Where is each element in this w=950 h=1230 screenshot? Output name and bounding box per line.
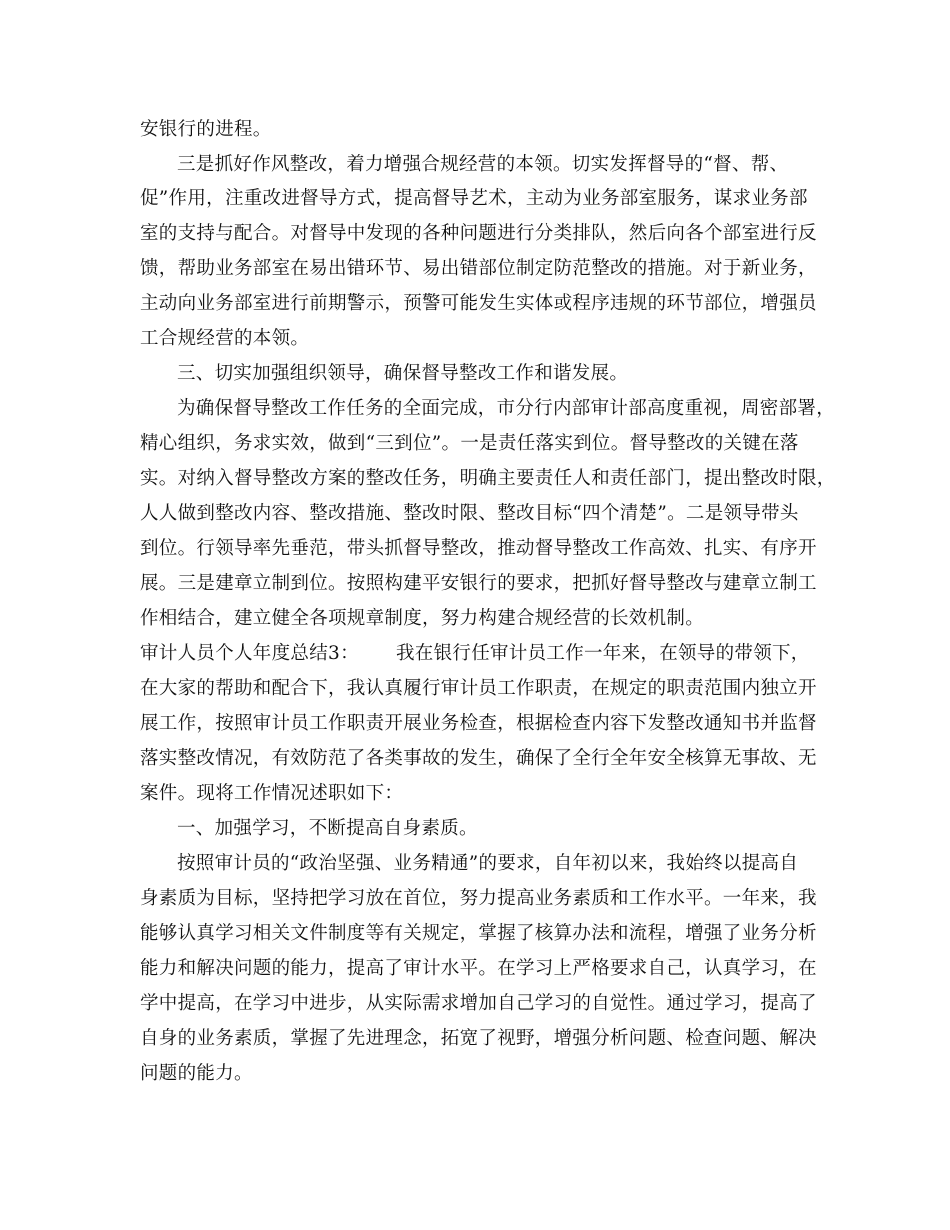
text-line: 身素质为目标，坚持把学习放在首位，努力提高业务素质和工作水平。一年来，我 xyxy=(140,888,817,909)
text-line: 落实整改情况，有效防范了各类事故的发生，确保了全行全年安全核算无事故、无 xyxy=(140,748,817,769)
text-line: 工合规经营的本领。 xyxy=(140,328,310,349)
text-line: 促”作用，注重改进督导方式，提高督导艺术，主动为业务部室服务，谋求业务部 xyxy=(140,188,808,209)
text-line: 三是抓好作风整改，着力增强合规经营的本领。切实发挥督导的“督、帮、 xyxy=(177,154,789,175)
text-line: 安银行的进程。 xyxy=(140,119,272,140)
text-line: 我在银行任审计员工作一年来，在领导的带领下， xyxy=(396,643,810,664)
text-line: 主动向业务部室进行前期警示，预警可能发生实体或程序违规的环节部位，增强员 xyxy=(140,293,817,314)
summary-label: 审计人员个人年度总结3： xyxy=(140,643,359,664)
text-line: 作相结合，建立健全各项规章制度，努力构建合规经营的长效机制。 xyxy=(140,608,705,629)
text-line: 问题的能力。 xyxy=(140,1063,253,1084)
text-line: 在大家的帮助和配合下，我认真履行审计员工作职责，在规定的职责范围内独立开 xyxy=(140,678,817,699)
text-line: 人人做到整改内容、整改措施、整改时限、整改目标“四个清楚”。二是领导带头 xyxy=(140,503,799,524)
text-line: 展。三是建章立制到位。按照构建平安银行的要求，把抓好督导整改与建章立制工 xyxy=(140,573,817,594)
text-line: 实。对纳入督导整改方案的整改任务，明确主要责任人和责任部门，提出整改时限， xyxy=(140,468,836,489)
section-heading: 三、切实加强组织领导，确保督导整改工作和谐发展。 xyxy=(177,363,629,384)
text-line: 为确保督导整改工作任务的全面完成，市分行内部审计部高度重视，周密部署， xyxy=(177,398,836,419)
text-line: 室的支持与配合。对督导中发现的各种问题进行分类排队，然后向各个部室进行反 xyxy=(140,223,817,244)
text-line: 展工作，按照审计员工作职责开展业务检查，根据检查内容下发整改通知书并监督 xyxy=(140,713,817,734)
text-line: 按照审计员的“政治坚强、业务精通”的要求，自年初以来，我始终以提高自 xyxy=(177,853,799,874)
text-line: 能够认真学习相关文件制度等有关规定，掌握了核算办法和流程，增强了业务分析 xyxy=(140,923,817,944)
text-line: 自身的业务素质，掌握了先进理念，拓宽了视野，增强分析问题、检查问题、解决 xyxy=(140,1028,817,1049)
text-line: 能力和解决问题的能力，提高了审计水平。在学习上严格要求自己，认真学习，在 xyxy=(140,958,817,979)
text-line: 案件。现将工作情况述职如下： xyxy=(140,783,404,804)
text-line: 学中提高，在学习中进步，从实际需求增加自己学习的自觉性。通过学习，提高了 xyxy=(140,993,817,1014)
text-line: 馈，帮助业务部室在易出错环节、易出错部位制定防范整改的措施。对于新业务， xyxy=(140,258,817,279)
text-line: 精心组织，务求实效，做到“三到位”。一是责任落实到位。督导整改的关键在落 xyxy=(140,433,799,454)
section-heading: 一、加强学习，不断提高自身素质。 xyxy=(177,818,478,839)
text-line: 到位。行领导率先垂范，带头抓督导整改，推动督导整改工作高效、扎实、有序开 xyxy=(140,538,817,559)
